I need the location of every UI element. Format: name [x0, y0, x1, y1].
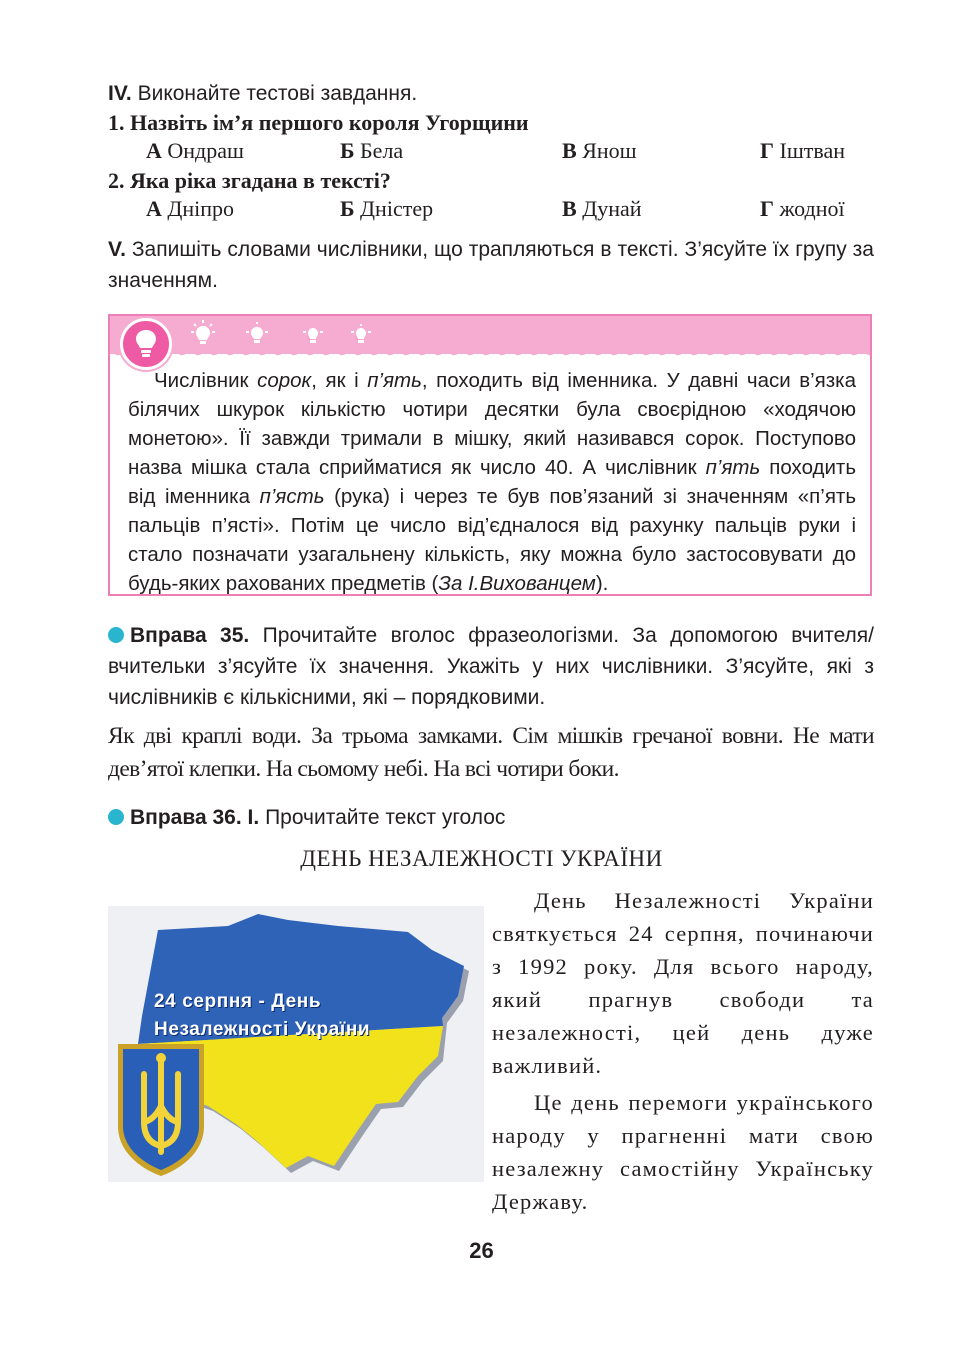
- text-paragraph-2: Це день перемоги українського народу у прагненні мати свою незалежну самостійну Українську Державу.: [492, 1090, 874, 1214]
- exercise-35-phrases: Як дві краплі води. За трьома замками. Сім мішків гречаної вовни. Не мати дев’ятої клепки. На сьомому небі. На всі чотири боки.: [108, 723, 874, 782]
- info-box: [108, 314, 872, 596]
- answer-1d: Г Іштван: [760, 138, 846, 163]
- section-iv-number: IV.: [108, 82, 132, 105]
- lightbulb-icon-small: [188, 320, 218, 350]
- answer-2d: Г жодної: [760, 196, 845, 221]
- bullet-dot-icon: [108, 809, 124, 825]
- lightbulb-icon-small: [244, 322, 270, 348]
- section-v: [108, 234, 874, 296]
- answer-1c: В Янош: [562, 138, 637, 163]
- exercise-36-text: Прочитайте текст уголос: [265, 806, 506, 829]
- answer-1b: Б Бела: [340, 138, 404, 163]
- exercise-35: [108, 620, 874, 713]
- answer-1a: А Ондраш: [146, 138, 244, 163]
- info-text: Числівник сорок, як і п’ять, походить від іменника. У давні часи в’язка білячих шкурок кількістю чотири десятки була своєрідною «ходячою монетою». Її завжди тримали в мішку, який називався сорок. Поступово назва мішка стала сприйматися як число 40. А числівник п’ять походить від іменника п’ясть (рука) і через те був пов’язаний зі значенням «п’ять пальців п’ясті». Потім це число від’єдналося від рахунку пальців руки і стало позначати узагальнену кількість, яку можна було застосовувати до будь-яких рахованих предметів (За І.Вихованцем).: [128, 369, 857, 595]
- independence-day-image: [108, 906, 484, 1182]
- lightbulb-icon-small: [302, 324, 324, 346]
- section-v-number: V.: [108, 238, 126, 261]
- text-paragraph-1: День Незалежності України святкується 24 серпня, починаючи з 1992 року. Для всього народу, який прагнув свободи та незалежності, цей день дуже важливий.: [492, 888, 874, 1078]
- lightbulb-icon-small: [350, 324, 372, 346]
- lightbulb-badge: [120, 318, 172, 370]
- exercise-36: [108, 802, 874, 833]
- exercise-36-label: Вправа 36.: [130, 806, 242, 829]
- lightbulb-icon: [132, 327, 160, 359]
- answer-2c: В Дунай: [562, 196, 642, 221]
- exercise-36-number: I.: [247, 806, 260, 829]
- text-body: [492, 884, 874, 1218]
- section-iv-heading: [108, 82, 417, 106]
- bullet-dot-icon: [108, 627, 124, 643]
- exercise-35-text: Прочитайте вголос фразеологізми. За допомогою вчителя/вчительки з’ясуйте їх значення. Укажіть у них числівники. З’ясуйте, які з числівників є кількісними, які – порядковими.: [108, 624, 875, 709]
- image-caption: 24 серпня - День Незалежності України: [154, 991, 371, 1040]
- question-1: 1. Назвіть ім’я першого короля Угорщини: [108, 110, 529, 135]
- info-band: [110, 316, 870, 354]
- section-v-text: Запишіть словами числівники, що трапляються в тексті. З’ясуйте їх групу за значенням.: [108, 238, 874, 292]
- exercise-35-label: Вправа 35.: [130, 624, 250, 647]
- page-number: 26: [469, 1238, 494, 1263]
- section-iv-text: Виконайте тестові завдання.: [137, 82, 418, 105]
- ukraine-map-illustration: [108, 906, 484, 1182]
- question-2: 2. Яка ріка згадана в тексті?: [108, 168, 391, 193]
- text-title: ДЕНЬ НЕЗАЛЕЖНОСТІ УКРАЇНИ: [300, 846, 663, 871]
- answer-2b: Б Дністер: [340, 196, 434, 221]
- info-band-scallop: [110, 350, 870, 360]
- answer-2a: А Дніпро: [146, 196, 235, 221]
